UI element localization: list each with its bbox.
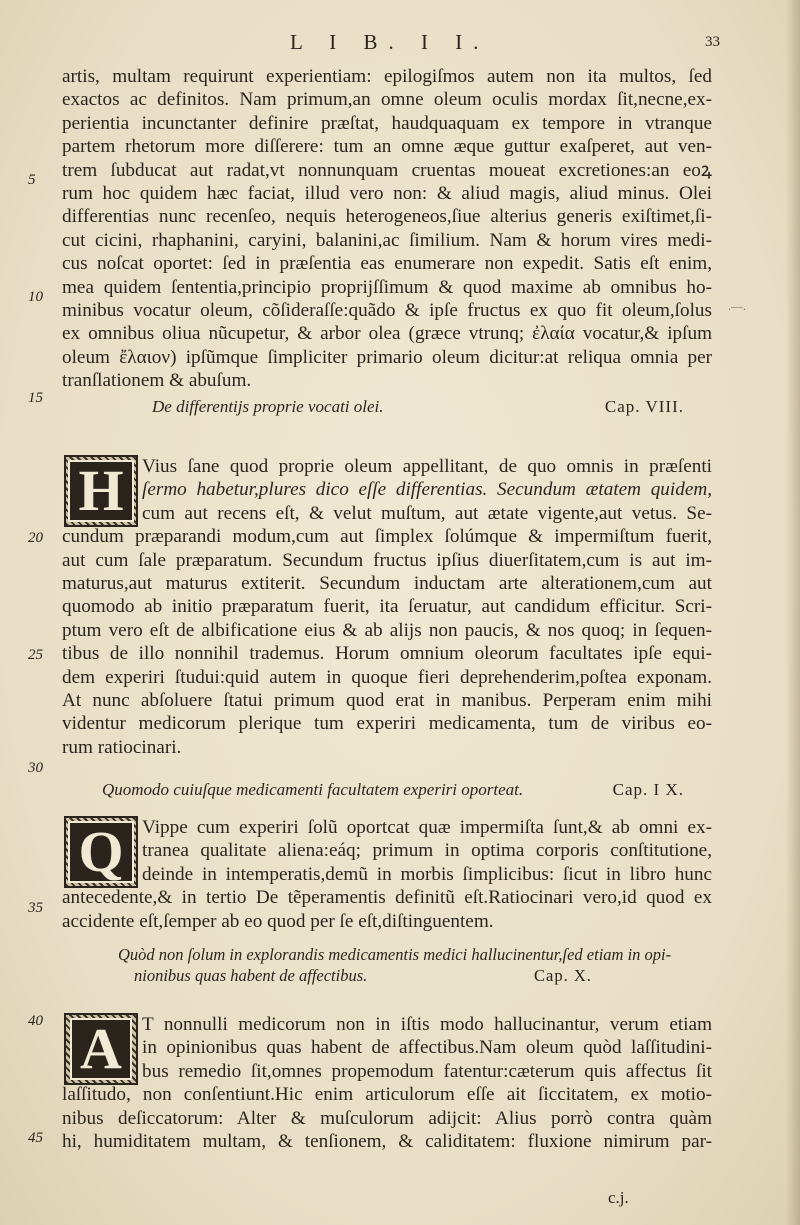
chapter-heading-viii xyxy=(62,397,712,419)
text-line: laſſitudo, non conſentiunt.Hic enim articulorum eſſe ait ſiccitatem, ex motio- xyxy=(62,1084,712,1106)
text-line: ſermo habetur,plures dico eſſe differentias. Secundum ætatem quidem, xyxy=(142,479,712,501)
paragraph-3 xyxy=(62,816,712,933)
line-number: 30 xyxy=(28,760,43,776)
text-line: hi, humiditatem multam, & tenſionem, & caliditatem: fluxione nimirum par- xyxy=(62,1131,712,1153)
text-line: artis, multam requirunt experientiam: epilogiſmos autem non ita multos, ſed xyxy=(62,66,712,87)
text-line: Vippe cum experiri ſolũ oportcat quæ impermiſta ſunt,& ab omni ex- xyxy=(142,817,712,838)
chapter-title-line: nionibus quas habent de affectibus. xyxy=(134,966,368,985)
folio-number: 33 xyxy=(705,34,720,50)
line-number: 20 xyxy=(28,530,43,546)
text-line: trem ſubducat aut radat,vt nonnunquam cruentas moueat excretiones:an eoꝝ xyxy=(62,159,712,181)
margin-mark: .—. xyxy=(728,299,746,313)
text-line: deinde in intemperatis,demũ in morbis ſimplicibus: ſicut in libro hunc xyxy=(142,863,712,885)
chapter-number: Cap. X. xyxy=(534,966,592,985)
text-line: quomodo ab initio præparatum fuerit, ita ſeruatur, aut candidum efficitur. Scri- xyxy=(62,596,712,618)
line-number: 35 xyxy=(28,900,43,916)
paragraph-4 xyxy=(62,1013,712,1153)
chapter-title-line: Quòd non ſolum in explorandis medicamentis medici hallucinentur,ſed etiam in opi- xyxy=(118,945,672,964)
line-number: 45 xyxy=(28,1130,43,1146)
decorated-initial-a: A xyxy=(64,1013,138,1085)
chapter-heading-x xyxy=(62,944,712,987)
text-line: maturus,aut maturus extiterit. Secundum inductam arte alterationem,cum aut xyxy=(62,573,712,595)
line-number: 5 xyxy=(28,172,36,188)
page-edge-shadow xyxy=(786,0,800,1225)
text-line: minibus vocatur oleum, cõſideraſſe:quãdo & ipſe fructus ex quo fit oleum,ſolus xyxy=(62,300,712,322)
running-head xyxy=(60,30,720,54)
text-line: rum ratiocinari. xyxy=(62,736,182,758)
signature-mark: c.j. xyxy=(608,1188,629,1207)
text-line: in opinionibus quas habent de affectibus.Nam oleum quòd laſſitudini- xyxy=(142,1037,712,1059)
text-line: accidente eſt,ſemper ab eo quod per ſe eſt,diſtinguentem. xyxy=(62,910,494,932)
chapter-title: Quomodo cuiuſque medicamenti facultatem experiri oporteat. xyxy=(102,780,524,799)
decorated-initial-q: Q xyxy=(64,816,138,888)
text-line: cundum præparandi modum,cum aut ſimplex ſolúmque & impermiſtum fuerit, xyxy=(62,526,712,548)
text-line: T nonnulli medicorum non in iſtis modo hallucinantur, verum etiam xyxy=(142,1014,712,1035)
text-line: partem rhetorum more diſſerere: tum an omne æque guttur exaſperet, aut ven- xyxy=(62,136,712,158)
chapter-title: De differentijs proprie vocati olei. xyxy=(152,397,384,416)
text-line: oleum ἔλαιον) ipſũmque ſimpliciter primario oleum dicitur:at reliqua omnia per xyxy=(62,346,712,368)
text-line: aut cum ſale præparatum. Secundum fructus ipſius diuerſitatem,cum is aut im- xyxy=(62,549,712,571)
line-number: 15 xyxy=(28,390,43,406)
line-number: 25 xyxy=(28,647,43,663)
line-number: 40 xyxy=(28,1013,43,1029)
text-line: antecedente,& in tertio De tẽperamentis definitũ eſt.Ratiocinari vero,id quod ex xyxy=(62,887,712,909)
decorated-initial-h: H xyxy=(64,455,138,527)
text-line: tibus de illo nonnihil trademus. Horum omnium oleorum facultates ipſe equi- xyxy=(62,643,712,665)
paragraph-1 xyxy=(62,65,712,393)
text-line: bus remedio ſit,omnes propemodum fatentur:cæterum quis affectus ſit xyxy=(142,1060,712,1082)
text-line: ex omnibus oliua nũcupetur, & arbor olea (græce vtrunq; ἐλαία vocatur,& ipſum xyxy=(62,323,712,345)
chapter-heading-ix xyxy=(62,780,712,802)
chapter-number: Cap. VIII. xyxy=(604,397,684,416)
text-line: tranea qualitate aliena:eáq; primum in optima corporis conſtitutione, xyxy=(142,840,712,862)
text-line: cut cicini, rhaphanini, caryini, balanini,ac ſimilium. Nam & horum vires medi- xyxy=(62,229,712,251)
line-number: 10 xyxy=(28,289,43,305)
text-line: cus noſcat oportet: ſed in præſentia eas enumerare non expedit. Satis eſt enim, xyxy=(62,253,712,275)
text-line: nibus deſiccatorum: Alter & muſculorum adijcit: Alius porrò contra quàm xyxy=(62,1107,712,1129)
text-line: differentias nunc recenſeo, nequis heterogeneos,ſiue alterius generis exiſtimet,ſi- xyxy=(62,206,712,228)
text-line: mea quidem ſententia,principio proprijſſimum & quod maxime ab omnibus ho- xyxy=(62,276,712,298)
text-line: At nunc abſoluere ſtatui primum quod erat in manibus. Perperam enim mihi xyxy=(62,690,712,712)
running-title: L I B. I I. xyxy=(290,30,490,54)
chapter-number: Cap. I X. xyxy=(612,780,684,799)
text-line: dem experiri ſtudui:quid autem in quoque fieri deprehenderim,poſtea exponam. xyxy=(62,666,712,688)
text-line: videntur medicorum plerique tum experiri medicamenta, tum de viribus eo- xyxy=(62,713,712,735)
text-line: Vius ſane quod proprie oleum appellitant, de quo omnis in præſenti xyxy=(142,456,712,477)
text-line: exactos ac definitos. Nam primum,an omne oleum oculis mordax ſit,necne,ex- xyxy=(62,89,712,111)
text-line: rum hoc quidem hæc faciat, illud vero non: & aliud magis, aliud minus. Olei xyxy=(62,183,712,205)
paragraph-2 xyxy=(62,455,712,759)
text-line: perientia incunctanter definire præſtat, haudquaquam ex tempore in vtranque xyxy=(62,112,712,134)
text-line: tranſlationem & abuſum. xyxy=(62,370,252,392)
text-line: cum aut recens eſt, & velut muſtum, aut ætate vigente,aut vetus. Se- xyxy=(142,502,712,524)
text-line: ptum vero eſt de albificatione eius & ab alijs non paucis, & nos quoq; in ſequen- xyxy=(62,619,712,641)
